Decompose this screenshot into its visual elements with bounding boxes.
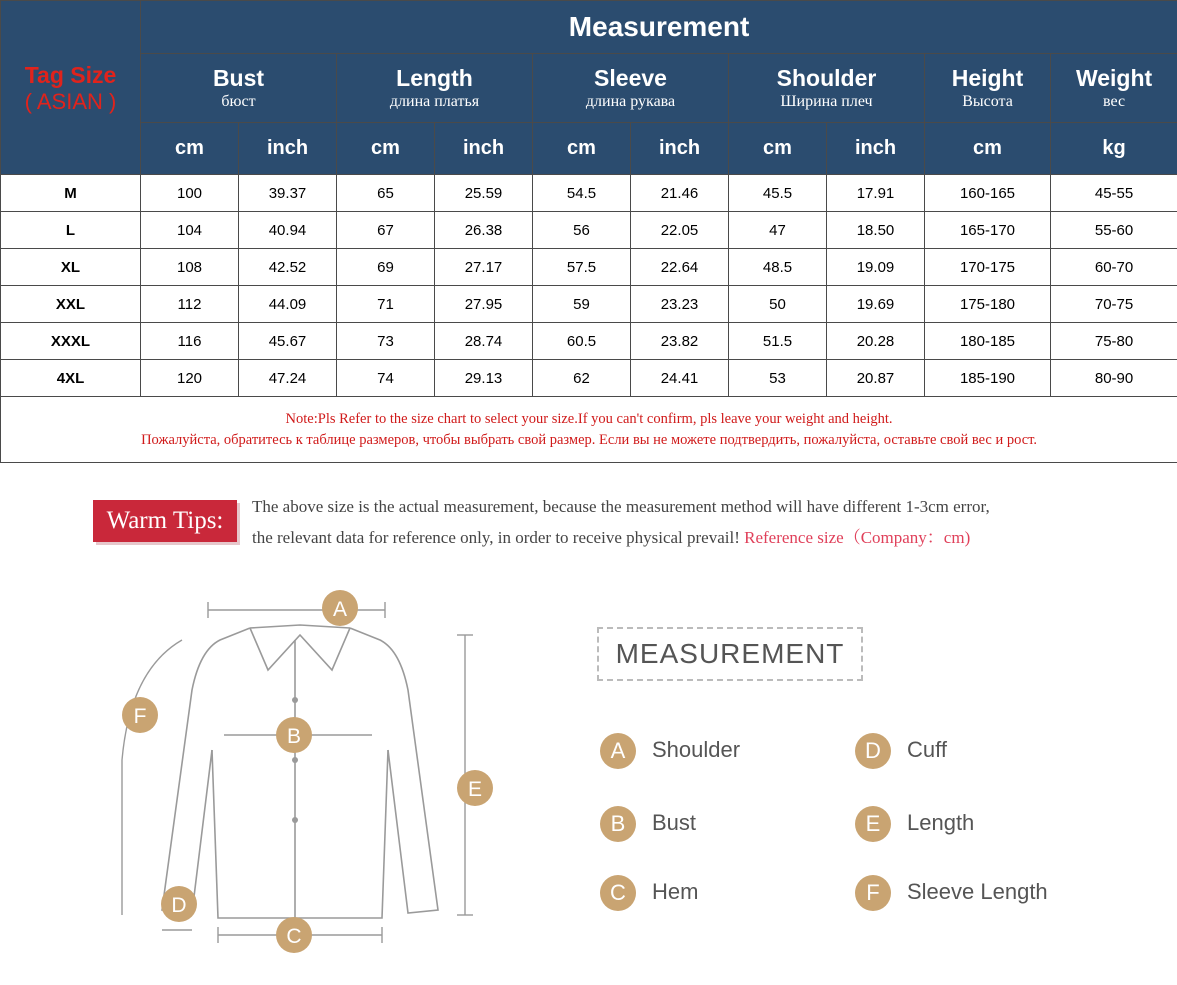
legend-label: Shoulder <box>652 737 741 762</box>
unit-header: cm <box>533 123 631 175</box>
table-cell: 42.52 <box>239 249 337 286</box>
table-cell: 23.82 <box>631 323 729 360</box>
table-cell: 65 <box>337 175 435 212</box>
table-cell: 39.37 <box>239 175 337 212</box>
legend-label: Length <box>907 810 975 835</box>
unit-header: inch <box>435 123 533 175</box>
group-label-en: Length <box>396 65 473 91</box>
table-cell: 120 <box>141 360 239 397</box>
size-label-cell: 4XL <box>1 360 141 397</box>
table-cell: 104 <box>141 212 239 249</box>
table-cell: 47.24 <box>239 360 337 397</box>
table-cell: 20.87 <box>827 360 925 397</box>
legend-badge: A <box>600 733 636 769</box>
legend-label: Bust <box>652 810 697 835</box>
unit-header: cm <box>141 123 239 175</box>
table-row <box>1 212 1177 249</box>
size-label-cell: L <box>1 212 141 249</box>
table-cell: 67 <box>337 212 435 249</box>
legend-badge: F <box>855 875 891 911</box>
marker-e-label: E <box>467 778 483 801</box>
table-cell: 19.09 <box>827 249 925 286</box>
table-cell: 48.5 <box>729 249 827 286</box>
body-outline <box>212 750 388 918</box>
size-label-cell: XL <box>1 249 141 286</box>
unit-header: cm <box>729 123 827 175</box>
table-row <box>1 360 1177 397</box>
table-cell: 185-190 <box>925 360 1051 397</box>
warm-tips-line-2-text: the relevant data for reference only, in order to receive physical prevail! <box>252 528 740 547</box>
group-label-ru: бюст <box>221 93 256 110</box>
table-row <box>1 175 1177 212</box>
group-header-shoulder <box>729 54 925 123</box>
unit-header: inch <box>239 123 337 175</box>
group-label-en: Weight <box>1075 65 1153 91</box>
table-cell: 21.46 <box>631 175 729 212</box>
group-header-weight <box>1051 54 1177 123</box>
table-cell: 100 <box>141 175 239 212</box>
table-cell: 62 <box>533 360 631 397</box>
legend-label: Cuff <box>907 737 947 762</box>
table-row <box>1 286 1177 323</box>
table-row <box>1 249 1177 286</box>
table-cell: 73 <box>337 323 435 360</box>
table-cell: 60-70 <box>1051 249 1177 286</box>
tag-size-header <box>1 1 141 175</box>
table-cell: 112 <box>141 286 239 323</box>
table-cell: 180-185 <box>925 323 1051 360</box>
warm-tips-line-2 <box>252 523 970 548</box>
marker-e-group <box>457 770 493 806</box>
table-cell: 45.67 <box>239 323 337 360</box>
table-cell: 27.17 <box>435 249 533 286</box>
shirt-outline <box>162 625 438 918</box>
table-cell: 45-55 <box>1051 175 1177 212</box>
table-cell: 74 <box>337 360 435 397</box>
warm-tips-badge: Warm Tips: <box>93 500 237 542</box>
group-header-sleeve <box>533 54 729 123</box>
table-cell: 25.59 <box>435 175 533 212</box>
table-cell: 29.13 <box>435 360 533 397</box>
group-label-en: Sleeve <box>594 65 667 91</box>
table-cell: 116 <box>141 323 239 360</box>
table-cell: 54.5 <box>533 175 631 212</box>
size-label-cell: M <box>1 175 141 212</box>
table-row <box>1 323 1177 360</box>
legend-badge: D <box>855 733 891 769</box>
group-header-height <box>925 54 1051 123</box>
size-chart-table <box>0 0 1177 463</box>
legend-label: Sleeve Length <box>907 879 1048 904</box>
group-label-ru: Ширина плеч <box>780 93 873 110</box>
marker-c-group <box>276 917 312 953</box>
size-note <box>1 397 1177 463</box>
table-cell: 53 <box>729 360 827 397</box>
table-cell: 56 <box>533 212 631 249</box>
reference-size-note: Reference size（Company：cm) <box>744 528 971 547</box>
marker-c-label: C <box>286 925 302 948</box>
table-cell: 47 <box>729 212 827 249</box>
table-cell: 70-75 <box>1051 286 1177 323</box>
table-cell: 18.50 <box>827 212 925 249</box>
unit-header: cm <box>925 123 1051 175</box>
marker-d-group <box>161 886 197 922</box>
table-cell: 23.23 <box>631 286 729 323</box>
group-label-en: Shoulder <box>776 65 877 91</box>
table-cell: 175-180 <box>925 286 1051 323</box>
neckline-outline <box>250 625 350 628</box>
size-rows <box>1 175 1177 397</box>
shirt-diagram <box>100 580 520 970</box>
table-cell: 20.28 <box>827 323 925 360</box>
note-english: Note:Pls Refer to the size chart to select your size.If you can't confirm, pls leave your weight and height. <box>285 410 893 427</box>
table-cell: 22.05 <box>631 212 729 249</box>
legend-label: Hem <box>652 879 699 904</box>
table-cell: 69 <box>337 249 435 286</box>
marker-f-group <box>122 697 158 733</box>
table-cell: 19.69 <box>827 286 925 323</box>
table-cell: 45.5 <box>729 175 827 212</box>
unit-header: inch <box>827 123 925 175</box>
table-cell: 24.41 <box>631 360 729 397</box>
group-label-ru: длина платья <box>389 93 480 110</box>
table-cell: 51.5 <box>729 323 827 360</box>
table-cell: 71 <box>337 286 435 323</box>
table-cell: 40.94 <box>239 212 337 249</box>
note-russian: Пожалуйста, обратитесь к таблице размеров, чтобы выбрать свой размер. Если вы не можете подтвердить, пожалуйста, оставьте свой вес и рост. <box>141 431 1038 448</box>
collar-outline <box>250 628 350 670</box>
marker-a-group <box>322 590 358 626</box>
table-title: Measurement <box>141 1 1177 54</box>
unit-header: inch <box>631 123 729 175</box>
table-cell: 17.91 <box>827 175 925 212</box>
legend-badge: E <box>855 806 891 842</box>
group-label-en: Height <box>951 65 1024 91</box>
size-label-cell: XXXL <box>1 323 141 360</box>
table-cell: 80-90 <box>1051 360 1177 397</box>
group-label-ru: длина рукава <box>585 93 676 110</box>
tag-size-sublabel: ( ASIAN ) <box>24 88 117 114</box>
table-cell: 75-80 <box>1051 323 1177 360</box>
table-cell: 50 <box>729 286 827 323</box>
measurement-legend-title: MEASUREMENT <box>597 627 863 681</box>
unit-header: kg <box>1051 123 1177 175</box>
size-label-cell: XXL <box>1 286 141 323</box>
table-cell: 60.5 <box>533 323 631 360</box>
right-sleeve-outline <box>350 628 438 913</box>
warm-tips-line-1: The above size is the actual measurement, because the measurement method will have different 1-3cm error, <box>252 497 990 516</box>
group-label-ru: вес <box>1103 93 1126 110</box>
table-cell: 44.09 <box>239 286 337 323</box>
left-sleeve-outline <box>162 628 250 913</box>
group-label-en: Bust <box>212 65 265 91</box>
marker-b-group <box>276 717 312 753</box>
marker-b-label: B <box>286 725 302 748</box>
table-cell: 59 <box>533 286 631 323</box>
legend-badge: B <box>600 806 636 842</box>
unit-header: cm <box>337 123 435 175</box>
tag-size-label: Tag Size <box>24 61 117 88</box>
marker-a-label: A <box>332 598 348 621</box>
table-cell: 160-165 <box>925 175 1051 212</box>
table-cell: 55-60 <box>1051 212 1177 249</box>
group-header-length <box>337 54 533 123</box>
table-cell: 22.64 <box>631 249 729 286</box>
table-cell: 57.5 <box>533 249 631 286</box>
table-cell: 28.74 <box>435 323 533 360</box>
marker-f-label: F <box>133 705 147 728</box>
group-header-bust <box>141 54 337 123</box>
table-cell: 26.38 <box>435 212 533 249</box>
table-cell: 27.95 <box>435 286 533 323</box>
table-cell: 108 <box>141 249 239 286</box>
table-cell: 170-175 <box>925 249 1051 286</box>
group-label-ru: Высота <box>962 93 1013 110</box>
table-cell: 165-170 <box>925 212 1051 249</box>
legend-badge: C <box>600 875 636 911</box>
marker-d-label: D <box>171 894 187 917</box>
